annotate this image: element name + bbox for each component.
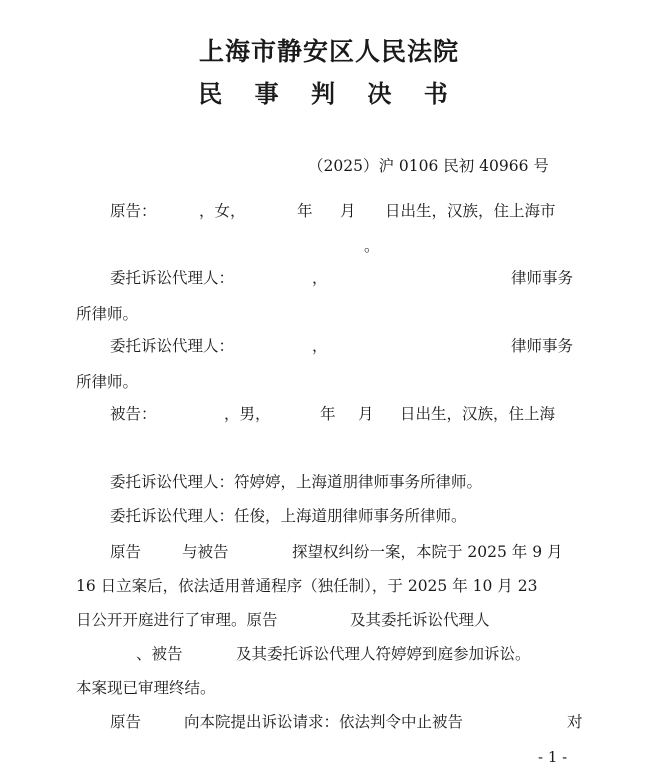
- agent2-firm-tail: 所律师。: [76, 373, 139, 391]
- document-type: 民 事 判 决 书: [198, 79, 460, 108]
- defendant-label: 被告：: [110, 405, 157, 423]
- body-defendant-1: 与被告: [182, 543, 229, 561]
- defendant-birth-residence: 日出生，汉族，住上海: [400, 405, 556, 423]
- claim-plaintiff: 原告: [110, 713, 142, 731]
- case-number: （2025）沪 0106 民初 40966 号: [308, 157, 549, 175]
- agent1-comma: ，: [312, 269, 328, 287]
- body-line-2: 16 日立案后，依法适用普通程序（独任制），于 2025 年 10 月 23: [76, 577, 538, 595]
- agent1-firm-tail: 所律师。: [76, 305, 139, 323]
- plaintiff-year: 年: [297, 202, 313, 220]
- plaintiff-birth-residence: 日出生，汉族，住上海市: [385, 202, 556, 220]
- plaintiff-end-mark: 。: [364, 237, 380, 255]
- plaintiff-month: 月: [340, 202, 356, 220]
- defendant-sex: ，男，: [224, 405, 271, 423]
- body-plaintiff-1: 原告: [110, 543, 142, 561]
- body-line-3a: 日公开开庭进行了审理。原告: [76, 611, 278, 629]
- agent2-label: 委托诉讼代理人：: [110, 337, 235, 355]
- claim-text: 向本院提出诉讼请求：依法判令中止被告: [184, 713, 464, 731]
- defendant-year: 年: [320, 405, 336, 423]
- agent2-firm: 律师事务: [511, 337, 574, 355]
- defendant-agent1: 委托诉讼代理人：符婷婷，上海道朋律师事务所律师。: [110, 473, 483, 491]
- defendant-agent2: 委托诉讼代理人：任俊，上海道朋律师事务所律师。: [110, 507, 467, 525]
- defendant-month: 月: [358, 405, 374, 423]
- body-case-intro: 探望权纠纷一案，本院于 2025 年 9 月: [292, 543, 563, 561]
- agent1-firm: 律师事务: [511, 269, 574, 287]
- court-title: 上海市静安区人民法院: [198, 37, 459, 66]
- agent2-comma: ，: [312, 337, 328, 355]
- plaintiff-label: 原告：: [110, 202, 157, 220]
- body-line-5: 本案现已审理终结。: [76, 679, 216, 697]
- body-line-3b: 及其委托诉讼代理人: [350, 611, 490, 629]
- agent1-label: 委托诉讼代理人：: [110, 269, 235, 287]
- plaintiff-sex: ，女，: [199, 202, 246, 220]
- claim-tail: 对: [567, 713, 583, 731]
- body-line-4b: 及其委托诉讼代理人符婷婷到庭参加诉讼。: [236, 645, 531, 663]
- body-line-4a: 、被告: [136, 645, 183, 663]
- page-number: - 1 -: [538, 748, 568, 766]
